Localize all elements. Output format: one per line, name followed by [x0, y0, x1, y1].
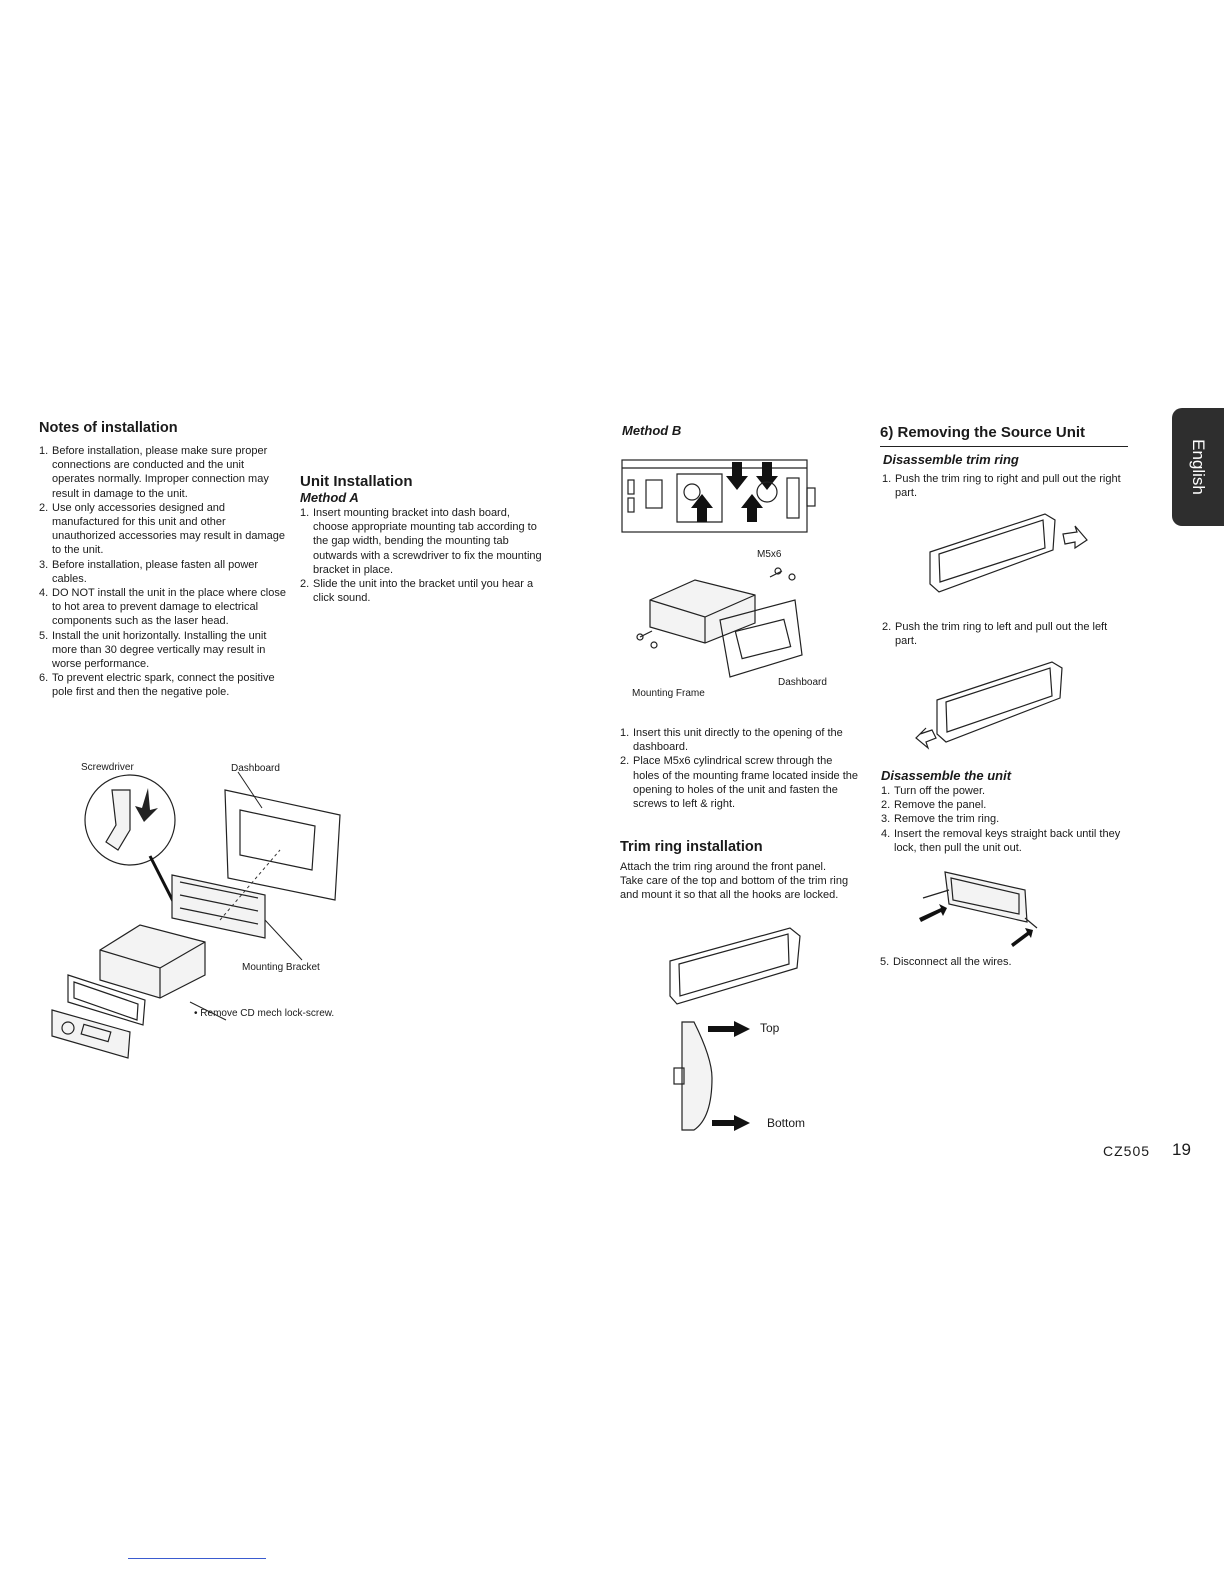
list-item: 1. Insert mounting bracket into dash board, choose appropriate mounting tab according to the gap width, bending the mounting tab outwards with a screwdriver to fix the mounting bracket in place. — [300, 507, 542, 576]
trim-remove-right-diagram — [925, 510, 1095, 600]
notes-title: Notes of installation — [39, 420, 178, 436]
trim-ring-text: Attach the trim ring around the front panel. Take care of the top and bottom of the trim ring and mount it so that all the hooks are locked. — [620, 861, 849, 902]
trim-remove-left-diagram — [912, 658, 1082, 758]
unit-installation-list — [300, 506, 542, 605]
method-b-title: Method B — [622, 423, 682, 438]
list-item: 3. Remove the trim ring. — [881, 813, 1000, 826]
dashboard-label-b: Dashboard — [778, 677, 827, 688]
top-label: Top — [760, 1021, 780, 1035]
method-b-chassis-diagram — [622, 458, 822, 538]
method-b-frame-diagram — [630, 565, 830, 695]
disassemble-trim-title: Disassemble trim ring — [883, 452, 1019, 467]
trim-steps-2 — [882, 620, 1122, 648]
removing-title: 6) Removing the Source Unit — [880, 424, 1086, 441]
unit-remove-diagram — [915, 860, 1045, 950]
method-a-title: Method A — [300, 490, 359, 505]
method-b-list — [620, 726, 860, 811]
trim-ring-diagram — [665, 926, 815, 1006]
list-item: 5. Disconnect all the wires. — [880, 956, 1012, 968]
section-rule — [880, 446, 1128, 447]
list-item: 2. Remove the panel. — [881, 799, 987, 812]
remove-note-label: • Remove CD mech lock-screw. — [194, 1008, 335, 1019]
unit-steps — [881, 784, 1121, 855]
list-item: 2. Slide the unit into the bracket until you hear a click sound. — [300, 578, 534, 605]
trim-ring-profile-diagram — [672, 1018, 762, 1138]
list-item: 1. Push the trim ring to right and pull out the right part. — [882, 473, 1121, 500]
unit-step-5 — [880, 955, 1120, 969]
list-item: 1. Insert this unit directly to the opening of the dashboard. — [620, 727, 843, 754]
list-item: 4. Insert the removal keys straight back until they lock, then pull the unit out. — [881, 827, 1121, 854]
trim-steps-1 — [882, 472, 1122, 500]
bottom-label: Bottom — [767, 1116, 806, 1130]
screwdriver-label: Screwdriver — [81, 762, 134, 773]
list-item: 5. Install the unit horizontally. Installing the unit more than 30 degree vertically may result in worse performance. — [39, 629, 267, 671]
list-item: 2. Use only accessories designed and manufactured for this unit and other unauthorized accessories may result in damage to the unit. — [39, 501, 285, 557]
language-tab-label: English — [1189, 439, 1208, 495]
list-item: 2. Place M5x6 cylindrical screw through the holes of the mounting frame located inside the opening to holes of the unit and fasten the screws to left & right. — [620, 755, 859, 811]
unit-installation-title: Unit Installation — [300, 473, 413, 490]
footer-link-line — [128, 1558, 266, 1559]
list-item: 6. To prevent electric spark, connect the positive pole first and then the negative pole. — [39, 672, 275, 699]
mounting-bracket-label: Mounting Bracket — [242, 962, 320, 973]
language-tab — [1172, 408, 1224, 526]
disassemble-unit-title: Disassemble the unit — [881, 768, 1012, 783]
page-number: 19 — [1172, 1140, 1191, 1159]
trim-ring-title: Trim ring installation — [620, 839, 763, 855]
dashboard-label: Dashboard — [231, 763, 280, 774]
installation-diagram-a — [40, 770, 400, 1070]
list-item: 1. Before installation, please make sure proper connections are conducted and the unit operates normally. Improper connection may result in damage to the unit. — [39, 445, 269, 500]
model-name: CZ505 — [1103, 1143, 1151, 1159]
notes-list — [39, 444, 287, 700]
mounting-frame-label: Mounting Frame — [632, 688, 705, 699]
list-item: 2. Push the trim ring to left and pull out the left part. — [882, 621, 1108, 648]
list-item: 4. DO NOT install the unit in the place where close to hot area to prevent damage to electrical components such as the laser head. — [39, 587, 286, 628]
screw-size-label: M5x6 — [757, 549, 782, 560]
list-item: 1. Turn off the power. — [881, 785, 986, 797]
list-item: 3. Before installation, please fasten all power cables. — [39, 558, 259, 585]
